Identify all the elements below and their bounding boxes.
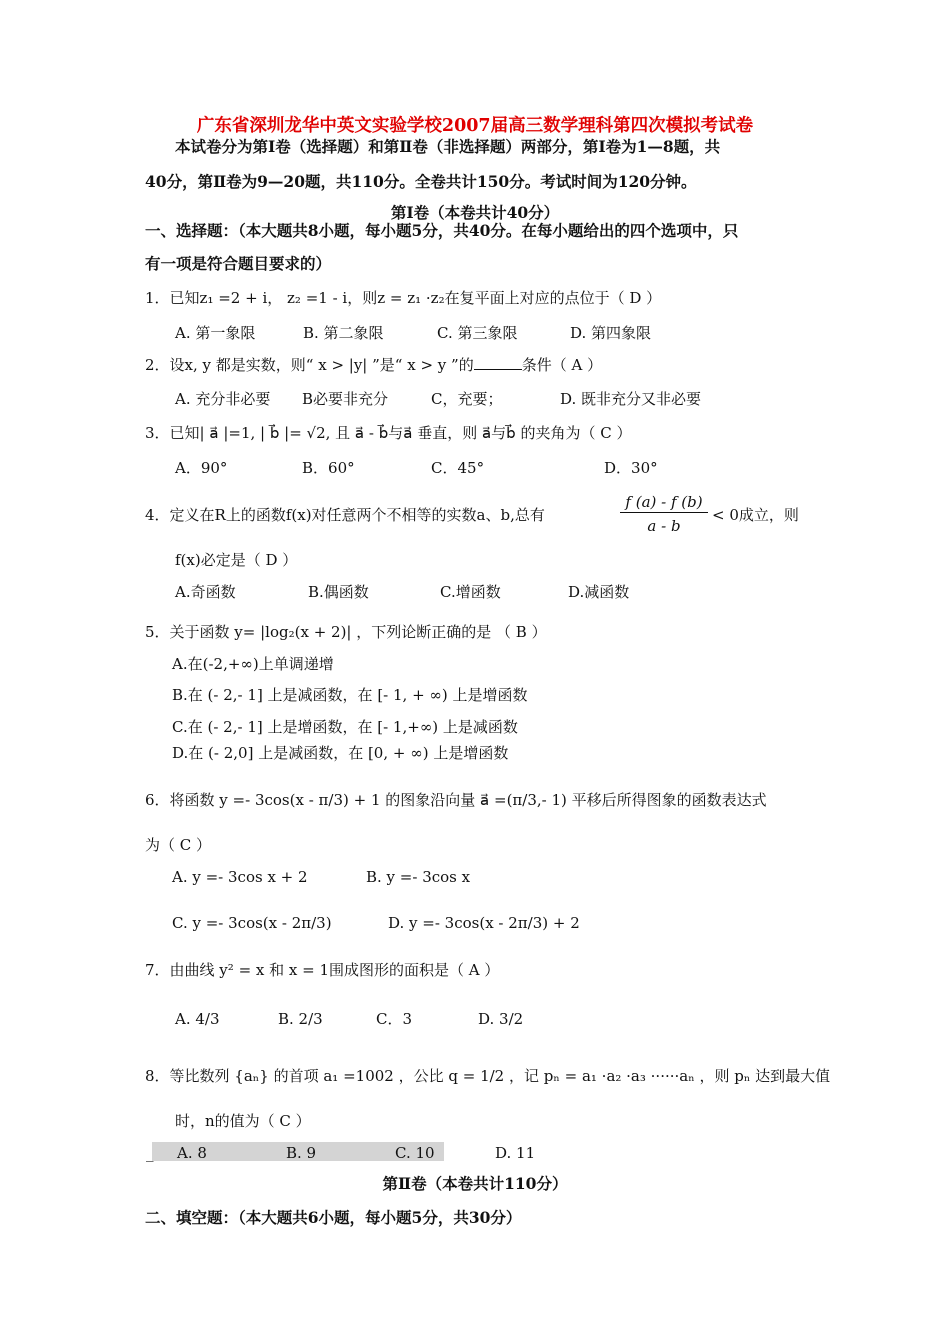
question-3-option-c: C．45° (431, 459, 485, 477)
question-1-option-d: D. 第四象限 (570, 324, 652, 342)
question-4-stem-a: 4．定义在R上的函数f(x)对任意两个不相等的实数a、b,总有 (145, 506, 545, 524)
question-7-option-d: D. 3/2 (478, 1010, 524, 1028)
question-2-option-b: B必要非充分 (302, 390, 389, 408)
question-7-option-b: B. 2/3 (278, 1010, 323, 1028)
intro-line-1: 本试卷分为第Ⅰ卷（选择题）和第Ⅱ卷（非选择题）两部分，第Ⅰ卷为1—8题，共 (175, 137, 721, 156)
question-8-option-a: A. 8 (177, 1144, 207, 1162)
exam-title: 广东省深圳龙华中英文实验学校2007届高三数学理科第四次模拟考试卷 (196, 116, 754, 136)
question-8-option-b: B. 9 (286, 1144, 317, 1162)
question-4-fraction-denominator: a - b (647, 517, 681, 535)
question-2-stem-b: 条件（ A ） (521, 356, 603, 374)
question-3-option-d: D．30° (604, 459, 658, 477)
question-2-option-d: D. 既非充分又非必要 (560, 390, 702, 408)
section1-line-1: 一、选择题：（本大题共8小题，每小题5分，共40分。在每小题给出的四个选项中，只 (145, 221, 739, 240)
question-1-stem: 1．已知z₁ =2 + i， z₂ =1 - i，则z = z₁ ·z₂在复平面上对应的点位于（ D ） (145, 289, 662, 307)
question-4-option-c: C.增函数 (440, 583, 501, 601)
question-6-option-b: B. y =- 3cos x (366, 868, 471, 886)
question-2-stem-a: 2．设x, y 都是实数，则“ x > |y| ”是“ x > y ”的 (145, 356, 474, 374)
question-6-stem-a: 6．将函数 y =- 3cos(x - π/3) + 1 的图象沿向量 a⃗ =(π/3,- 1) 平移后所得图象的函数表达式 (145, 791, 767, 809)
question-4-option-a: A.奇函数 (175, 583, 236, 601)
part1-heading: 第Ⅰ卷（本卷共计40分） (390, 203, 560, 222)
question-3-stem: 3．已知| a⃗ |=1, | b⃗ |= √2, 且 a⃗ - b⃗与a⃗ 垂直，则 a⃗与b⃗ 的夹角为（ C ） (145, 424, 632, 442)
question-3-option-b: B．60° (302, 459, 355, 477)
question-8-stem-a: 8．等比数列 {aₙ} 的首项 a₁ =1002 ，公比 q = 1/2 ，记 pₙ = a₁ ·a₂ ·a₃ ······aₙ ，则 pₙ 达到最大值 (145, 1067, 831, 1085)
question-4-stem-c: f(x)必定是（ D ） (175, 551, 298, 569)
question-4-fraction-numerator: f (a) - f (b) (620, 492, 708, 513)
answer-blank (474, 355, 522, 370)
intro-line-2: 40分，第Ⅱ卷为9—20题，共110分。全卷共计150分。考试时间为120分钟。 (145, 172, 697, 191)
question-5-option-b: B.在 (- 2,- 1] 上是减函数，在 [- 1, + ∞) 上是增函数 (172, 686, 528, 704)
question-2-option-a: A. 充分非必要 (175, 390, 271, 408)
question-1-option-a: A. 第一象限 (175, 324, 256, 342)
question-6-option-c: C. y =- 3cos(x - 2π/3) (172, 914, 332, 932)
part2-heading: 第Ⅱ卷（本卷共计110分） (382, 1174, 568, 1193)
section2-heading: 二、填空题：（本大题共6小题，每小题5分，共30分） (145, 1208, 522, 1227)
question-6-option-a: A. y =- 3cos x + 2 (172, 868, 308, 886)
question-4-option-d: D.减函数 (568, 583, 630, 601)
question-6-stem-b: 为（ C ） (145, 836, 212, 854)
question-7-option-a: A. 4/3 (175, 1010, 220, 1028)
question-4-stem-b: < 0成立，则 (712, 506, 799, 524)
section1-line-2: 有一项是符合题目要求的） (145, 254, 332, 273)
question-5-option-c: C.在 (- 2,- 1] 上是增函数，在 [- 1,+∞) 上是减函数 (172, 718, 518, 736)
question-6-option-d: D. y =- 3cos(x - 2π/3) + 2 (388, 914, 580, 932)
question-7-stem: 7．由曲线 y² = x 和 x = 1围成图形的面积是（ A ） (145, 961, 500, 979)
question-7-option-c: C．3 (376, 1010, 413, 1028)
question-2-stem (145, 355, 602, 375)
question-8-stem-b: 时，n的值为（ C ） (175, 1112, 311, 1130)
question-3-option-a: A．90° (175, 459, 228, 477)
question-8-option-d: D. 11 (495, 1144, 536, 1162)
line-marker: _ (146, 1144, 154, 1162)
question-1-option-c: C. 第三象限 (437, 324, 518, 342)
question-5-stem: 5．关于函数 y= |log₂(x + 2)| ，下列论断正确的是 （ B ） (145, 623, 547, 641)
question-4-option-b: B.偶函数 (308, 583, 369, 601)
question-1-option-b: B. 第二象限 (303, 324, 384, 342)
question-2-option-c: C，充要； (431, 390, 503, 408)
question-5-option-d: D.在 (- 2,0] 上是减函数，在 [0, + ∞) 上是增函数 (172, 744, 509, 762)
question-5-option-a: A.在(-2,+∞)上单调递增 (172, 655, 334, 673)
question-8-option-c: C. 10 (395, 1144, 435, 1162)
